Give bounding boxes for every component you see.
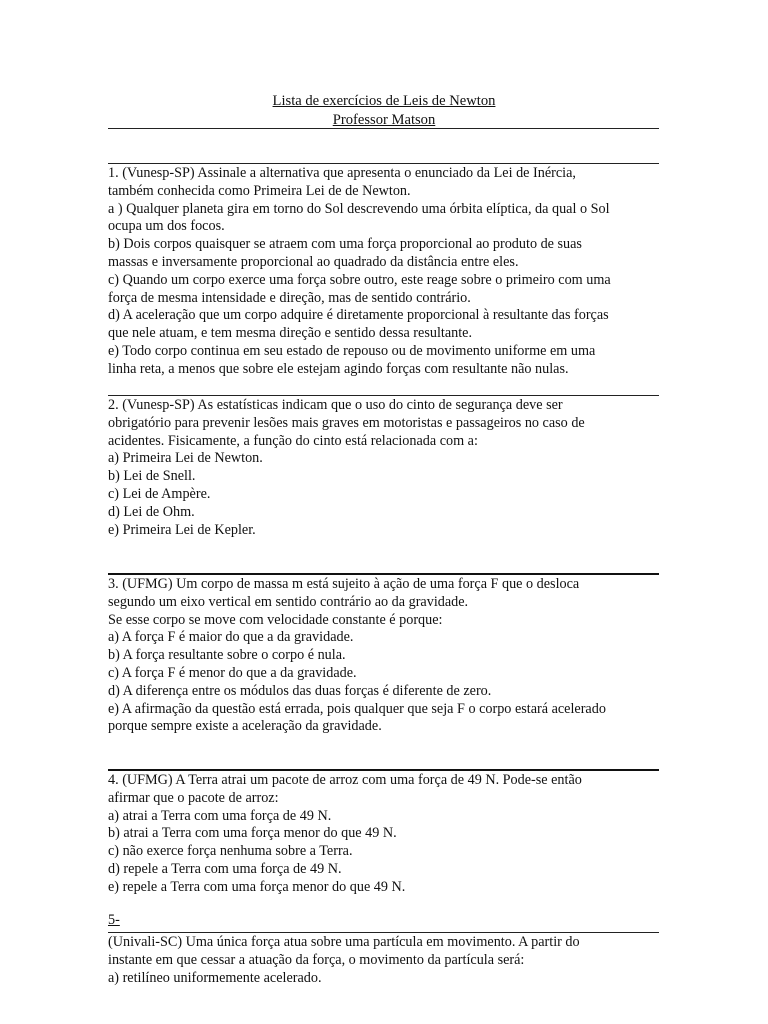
question-2-option: e) Primeira Lei de Kepler.	[108, 521, 256, 538]
question-5	[108, 912, 668, 930]
question-4-line: 4. (UFMG) A Terra atrai um pacote de arroz com uma força de 49 N. Pode-se então	[108, 772, 582, 788]
question-5-line: instante em que cessar a atuação da força, o movimento da partícula será:	[108, 951, 525, 968]
question-1-option: a ) Qualquer planeta gira em torno do Sol descrevendo uma órbita elíptica, da qual o Sol	[108, 200, 610, 217]
question-2-option: a) Primeira Lei de Newton.	[108, 450, 263, 467]
question-5-number: 5-	[108, 912, 120, 928]
question-5-line: (Univali-SC) Uma única força atua sobre uma partícula em movimento. A partir do	[108, 934, 580, 950]
question-5-option: a) retilíneo uniformemente acelerado.	[108, 969, 322, 986]
question-2-option: b) Lei de Snell.	[108, 468, 196, 485]
question-divider	[108, 163, 659, 164]
question-1-option: ocupa um dos focos.	[108, 218, 225, 235]
question-2-line: acidentes. Fisicamente, a função do cinto está relacionada com a:	[108, 432, 478, 449]
question-2-option: c) Lei de Ampère.	[108, 485, 211, 502]
question-3-option: b) A força resultante sobre o corpo é nula.	[108, 647, 346, 664]
question-2-line: 2. (Vunesp-SP) As estatísticas indicam que o uso do cinto de segurança deve ser	[108, 397, 563, 413]
question-1-option: massas e inversamente proporcional ao quadrado da distância entre eles.	[108, 253, 519, 270]
question-3-line: segundo um eixo vertical em sentido contrário ao da gravidade.	[108, 593, 469, 610]
question-3-option: a) A força F é maior do que a da gravidade.	[108, 629, 354, 646]
question-1-line: 1. (Vunesp-SP) Assinale a alternativa que apresenta o enunciado da Lei de Inércia,	[108, 165, 576, 181]
question-divider	[108, 395, 659, 396]
professor-name: Professor Matson	[332, 112, 436, 128]
question-1-line: também conhecida como Primeira Lei de de Newton.	[108, 182, 411, 199]
document-header	[0, 92, 768, 130]
question-2-line: obrigatório para prevenir lesões mais graves em motoristas e passageiros no caso de	[108, 414, 585, 431]
question-divider	[108, 769, 659, 771]
question-3-option: e) A afirmação da questão está errada, pois qualquer que seja F o corpo estará acelerado	[108, 700, 606, 717]
question-1-option: d) A aceleração que um corpo adquire é diretamente proporcional à resultante das forças	[108, 307, 609, 324]
question-3-line: 3. (UFMG) Um corpo de massa m está sujeito à ação de uma força F que o desloca	[108, 576, 580, 592]
question-5-body	[108, 934, 668, 987]
question-1-option: força de mesma intensidade e direção, mas de sentido contrário.	[108, 289, 471, 306]
question-1-option: linha reta, a menos que sobre ele estejam agindo forças com resultante não nulas.	[108, 360, 569, 377]
question-1	[108, 165, 668, 379]
question-1-option: c) Quando um corpo exerce uma força sobre outro, este reage sobre o primeiro com uma	[108, 271, 611, 288]
question-1-option: e) Todo corpo continua em seu estado de repouso ou de movimento uniforme em uma	[108, 342, 596, 359]
question-4-option: d) repele a Terra com uma força de 49 N.	[108, 860, 342, 877]
document-title: Lista de exercícios de Leis de Newton	[272, 93, 496, 109]
question-2	[108, 397, 668, 539]
question-4-option: a) atrai a Terra com uma força de 49 N.	[108, 807, 332, 824]
question-3-option: d) A diferença entre os módulos das duas forças é diferente de zero.	[108, 682, 492, 699]
question-3-option: c) A força F é menor do que a da gravidade.	[108, 664, 357, 681]
question-4-option: c) não exerce força nenhuma sobre a Terra.	[108, 843, 353, 860]
question-4-option: e) repele a Terra com uma força menor do que 49 N.	[108, 878, 406, 895]
question-divider	[108, 932, 659, 933]
question-4	[108, 772, 668, 897]
question-4-option: b) atrai a Terra com uma força menor do que 49 N.	[108, 825, 397, 842]
question-3-option: porque sempre existe a aceleração da gravidade.	[108, 718, 382, 735]
header-divider	[108, 128, 659, 129]
question-2-option: d) Lei de Ohm.	[108, 503, 195, 520]
question-divider	[108, 573, 659, 575]
question-4-line: afirmar que o pacote de arroz:	[108, 789, 279, 806]
question-3	[108, 576, 668, 736]
question-1-option: que nele atuam, e tem mesma direção e sentido dessa resultante.	[108, 325, 473, 342]
question-3-line: Se esse corpo se move com velocidade constante é porque:	[108, 611, 443, 628]
question-1-option: b) Dois corpos quaisquer se atraem com uma força proporcional ao produto de suas	[108, 236, 582, 253]
